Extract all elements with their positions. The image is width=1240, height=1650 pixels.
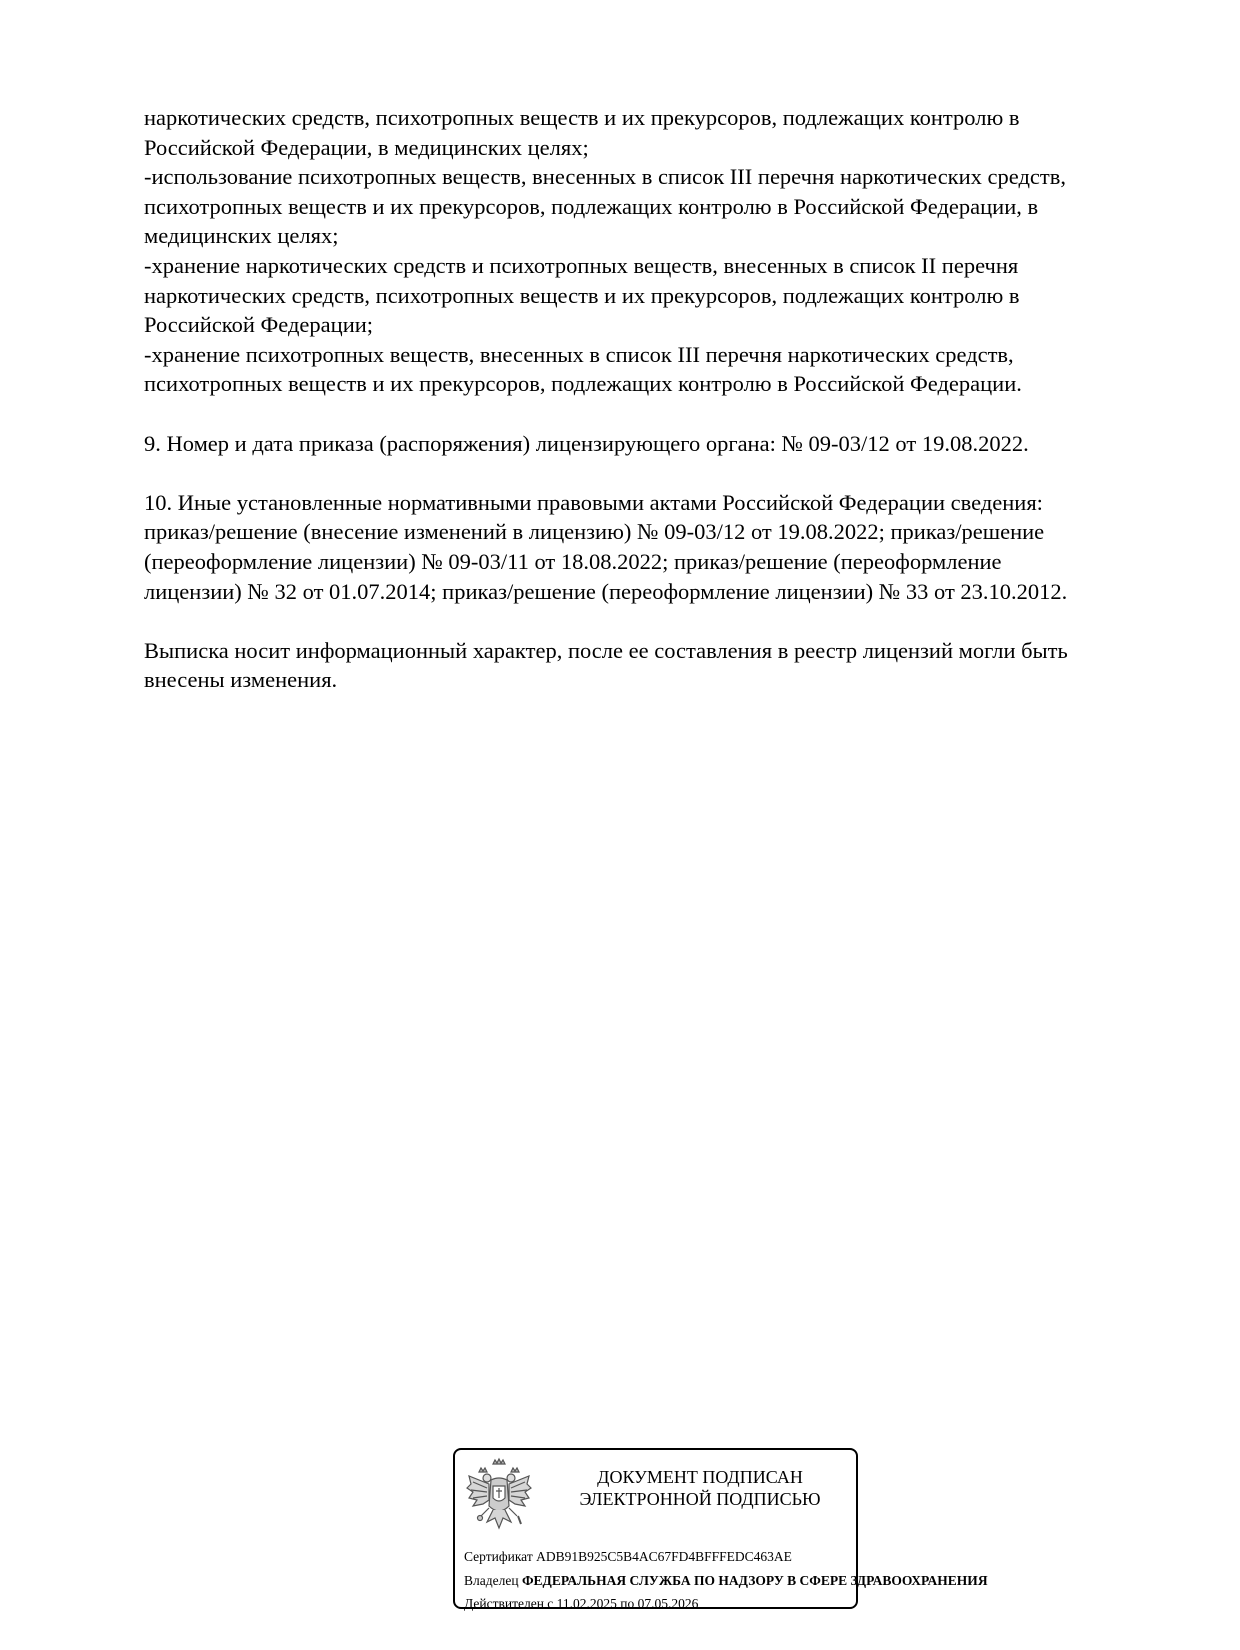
paragraph-spacer xyxy=(144,399,1144,429)
validity-line: Действителен с 11.02.2025 по 07.05.2026 xyxy=(464,1596,699,1611)
paragraph-spacer xyxy=(144,458,1144,488)
text-line: психотропных веществ и их прекурсоров, подлежащих контролю в Российской Федерации. xyxy=(144,371,1022,397)
russian-coat-of-arms-icon xyxy=(465,1458,533,1536)
owner-value: ФЕДЕРАЛЬНАЯ СЛУЖБА ПО НАДЗОРУ В СФЕРЕ ЗДРАВООХРАНЕНИЯ xyxy=(521,1573,988,1588)
electronic-signature-stamp xyxy=(453,1448,988,1611)
text-line: наркотических средств, психотропных веществ и их прекурсоров, подлежащих контролю в xyxy=(144,105,1020,130)
text-line: Российской Федерации, в медицинских целях; xyxy=(144,134,589,160)
certificate-label: Сертификат xyxy=(464,1549,533,1564)
disclaimer xyxy=(144,636,1144,695)
owner-label: Владелец xyxy=(464,1573,519,1588)
text-line: медицинских целях; xyxy=(144,223,339,249)
text-line: внесены изменения. xyxy=(144,667,338,693)
item-10-other-info xyxy=(144,488,1144,606)
owner-line xyxy=(464,1573,988,1589)
text-line: -хранение наркотических средств и психотропных веществ, внесенных в список II перечня xyxy=(144,252,1019,278)
paragraph-spacer xyxy=(144,606,1144,636)
text-line: лицензии) № 32 от 01.07.2014; приказ/решение (переоформление лицензии) № 33 от 23.10.2012. xyxy=(144,578,1068,604)
text-line: 10. Иные установленные нормативными правовыми актами Российской Федерации сведения: xyxy=(144,489,1043,515)
text-line: психотропных веществ и их прекурсоров, подлежащих контролю в Российской Федерации, в xyxy=(144,193,1039,219)
document-body xyxy=(144,103,1144,695)
text-line: наркотических средств, психотропных веществ и их прекурсоров, подлежащих контролю в xyxy=(144,282,1020,308)
text-line: Выписка носит информационный характер, после ее составления в реестр лицензий могли быть xyxy=(144,637,1068,663)
paragraph-substances xyxy=(144,103,1144,399)
text-line: (переоформление лицензии) № 09-03/11 от 18.08.2022; приказ/решение (переоформление xyxy=(144,548,1002,574)
signature-title-line: ДОКУМЕНТ ПОДПИСАН xyxy=(597,1467,803,1487)
text-line: приказ/решение (внесение изменений в лицензию) № 09-03/12 от 19.08.2022; приказ/решение xyxy=(144,519,1045,545)
signature-title-line: ЭЛЕКТРОННОЙ ПОДПИСЬЮ xyxy=(579,1489,821,1509)
text-line: Российской Федерации; xyxy=(144,312,374,338)
text-line: -использование психотропных веществ, внесенных в список III перечня наркотических средств, xyxy=(144,164,1066,190)
item-9-order-number: 9. Номер и дата приказа (распоряжения) лицензирующего органа: № 09-03/12 от 19.08.2022. xyxy=(144,430,1029,456)
certificate-value: ADB91B925C5B4AC67FD4BFFFEDC463AE xyxy=(536,1549,792,1564)
signature-title xyxy=(550,1466,850,1510)
text-line: -хранение психотропных веществ, внесенных в список III перечня наркотических средств, xyxy=(144,341,1014,367)
certificate-line xyxy=(464,1549,792,1565)
